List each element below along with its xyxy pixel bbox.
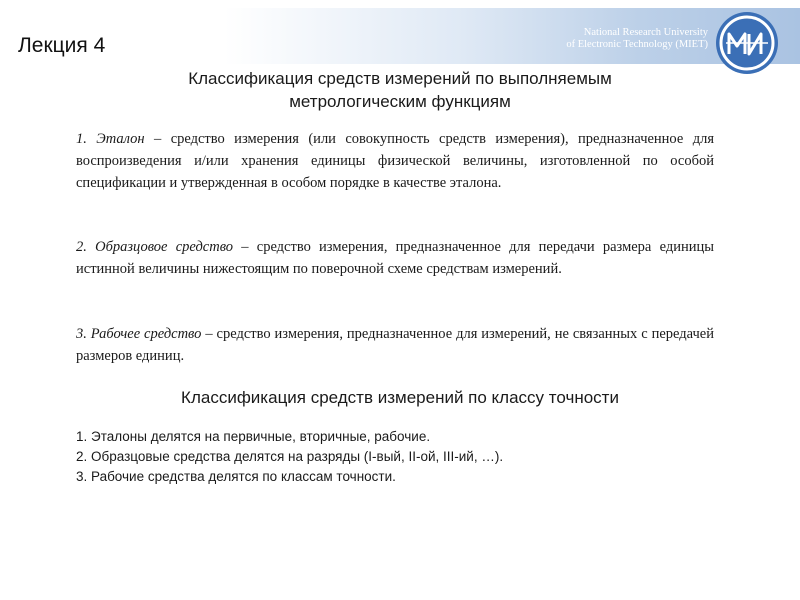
- section-1-title: [90, 67, 710, 113]
- university-name-line-1: National Research University: [583, 27, 708, 38]
- section-1-title-line-1: Классификация средств измерений по выполняемым: [188, 69, 612, 88]
- definition-working-instrument: [76, 323, 714, 367]
- definition-reference-instrument: [76, 236, 714, 280]
- list-item: 2. Образцовые средства делятся на разряды (I-вый, II-ой, III-ий, …).: [76, 449, 504, 464]
- lecture-label: Лекция 4: [18, 34, 106, 57]
- definition-term: 2. Образцовое средство: [76, 239, 234, 255]
- miet-logo: [714, 10, 780, 76]
- definition-term: 1. Эталон: [76, 131, 145, 147]
- university-name-line-2: of Electronic Technology (MIET): [566, 39, 708, 50]
- definition-term: 3. Рабочее средство: [76, 326, 202, 342]
- definition-etalon: [76, 128, 714, 194]
- definition-text: – средство измерения, предназначенное для измерений, не связанных с передачей размеров единиц.: [76, 326, 714, 364]
- definition-text: – средство измерения (или совокупность средств измерения), предназначенное для воспроизведения и/или хранения единицы физической величины, изготовленной по особой спецификации и утвержденная в особом порядке в качестве эталона.: [76, 131, 714, 191]
- university-name: [566, 27, 708, 51]
- section-2-title: Классификация средств измерений по классу точности: [181, 388, 619, 407]
- section-1-title-line-2: метрологическим функциям: [289, 92, 511, 111]
- accuracy-class-list: [76, 427, 736, 487]
- list-item: 1. Эталоны делятся на первичные, вторичные, рабочие.: [76, 429, 431, 444]
- definition-text: – средство измерения, предназначенное для передачи размера единицы истинной величины нижестоящим по поверочной схеме средствам измерений.: [76, 239, 714, 277]
- list-item: 3. Рабочие средства делятся по классам точности.: [76, 469, 396, 484]
